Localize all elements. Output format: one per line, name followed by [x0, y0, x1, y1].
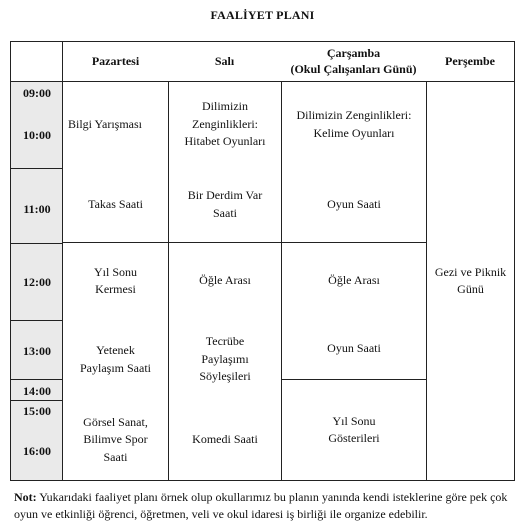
time-divider [11, 400, 63, 401]
page-title: FAALİYET PLANI [210, 8, 315, 22]
tuesday-slot-3: Öğle Arası [168, 242, 282, 320]
tuesday-slot-4: Tecrübe Paylaşımı Söyleşileri [168, 319, 282, 401]
thursday-slot-1: Gezi ve Piknik Günü [426, 81, 515, 481]
corner-cell [10, 41, 63, 82]
time-label: 16:00 [23, 444, 51, 458]
header-wednesday-line2: (Okul Çalışanları Günü) [290, 61, 417, 76]
header-monday: Pazartesi [62, 41, 169, 82]
time-label: 12:00 [23, 275, 51, 289]
tuesday-slot-2: Bir Derdim Var Saati [168, 167, 282, 243]
time-divider [11, 243, 63, 244]
time-label: 11:00 [23, 202, 51, 216]
tuesday-slot-1: Dilimizin Zenginlikleri: Hitabet Oyunları [168, 81, 282, 168]
time-label: 10:00 [23, 128, 51, 142]
header-tuesday: Salı [168, 41, 282, 82]
time-divider [11, 379, 63, 380]
monday-slot-2: Takas Saati [62, 167, 169, 243]
time-label: 15:00 [23, 404, 51, 418]
footnote [14, 489, 514, 524]
monday-slot-5: Görsel Sanat, Bilimve Spor Saati [62, 400, 169, 481]
wednesday-slot-3: Öğle Arası [281, 242, 427, 320]
wednesday-slot-4: Oyun Saati [281, 319, 427, 380]
time-divider [11, 168, 63, 169]
time-column [10, 81, 63, 481]
tuesday-slot-5: Komedi Saati [168, 400, 282, 481]
wednesday-slot-5: Yıl Sonu Gösterileri [281, 379, 427, 481]
footnote-label: Not: [14, 490, 37, 504]
monday-slot-1: Bilgi Yarışması [62, 81, 169, 168]
wednesday-slot-2: Oyun Saati [281, 167, 427, 243]
time-label: 14:00 [23, 384, 51, 398]
time-label: 13:00 [23, 344, 51, 358]
activity-plan-table [10, 41, 515, 481]
footnote-text: Yukarıdaki faaliyet planı örnek olup okullarımız bu planın yanında kendi isteklerine göre pek çok oyun ve etkinliği öğrenci, öğretmen, veli ve okul idaresi iş birliği ile organize edebilir. [14, 490, 508, 522]
header-wednesday-line1: Çarşamba [326, 45, 381, 60]
header-thursday: Perşembe [426, 41, 515, 82]
time-label: 09:00 [23, 86, 51, 100]
header-wednesday [281, 41, 427, 82]
time-divider [11, 320, 63, 321]
monday-slot-3: Yıl Sonu Kermesi [62, 242, 169, 320]
monday-slot-4: Yetenek Paylaşım Saati [62, 319, 169, 401]
wednesday-slot-1: Dilimizin Zenginlikleri: Kelime Oyunları [281, 81, 427, 168]
